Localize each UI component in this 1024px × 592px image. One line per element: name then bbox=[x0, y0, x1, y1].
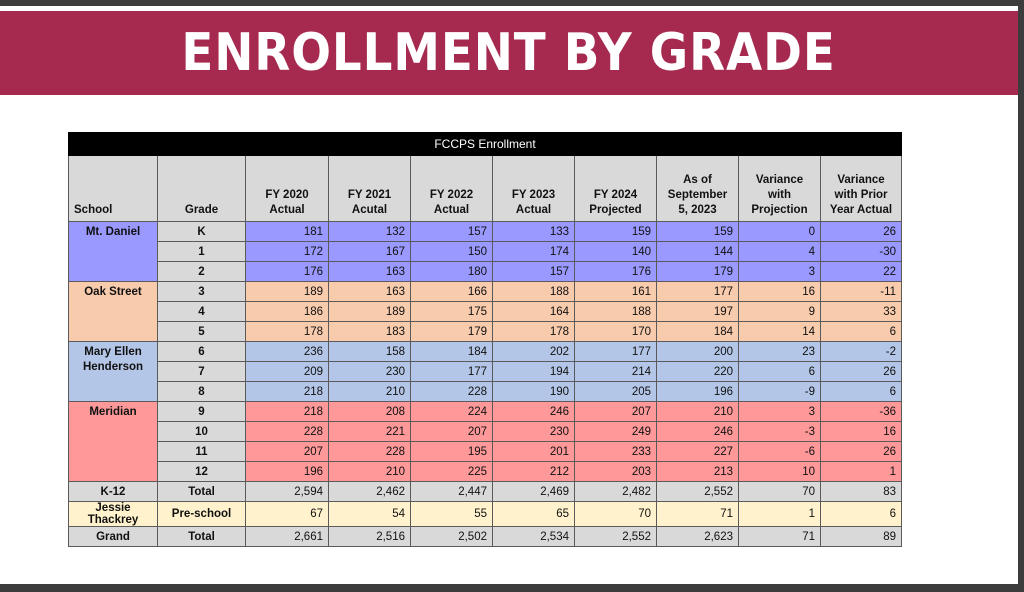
value-cell: -36 bbox=[821, 402, 902, 422]
header-as-of-sept: As of September 5, 2023 bbox=[657, 156, 739, 222]
value-cell: -9 bbox=[739, 382, 821, 402]
value-cell: 194 bbox=[493, 362, 575, 382]
value-cell: 225 bbox=[411, 462, 493, 482]
value-cell: 26 bbox=[821, 442, 902, 462]
value-cell: 228 bbox=[411, 382, 493, 402]
total-value-cell: 55 bbox=[411, 502, 493, 527]
header-fy2022: FY 2022 Actual bbox=[411, 156, 493, 222]
value-cell: 205 bbox=[575, 382, 657, 402]
value-cell: 164 bbox=[493, 302, 575, 322]
total-value-cell: 2,594 bbox=[246, 482, 329, 502]
total-label-cell: Jessie Thackrey bbox=[69, 502, 158, 527]
header-fy2024: FY 2024 Projected bbox=[575, 156, 657, 222]
value-cell: 228 bbox=[246, 422, 329, 442]
value-cell: 23 bbox=[739, 342, 821, 362]
value-cell: 176 bbox=[246, 262, 329, 282]
grade-cell: 3 bbox=[158, 282, 246, 302]
header-variance-prior-year: Variance with Prior Year Actual bbox=[821, 156, 902, 222]
value-cell: -11 bbox=[821, 282, 902, 302]
value-cell: 249 bbox=[575, 422, 657, 442]
value-cell: 0 bbox=[739, 222, 821, 242]
grade-cell: 11 bbox=[158, 442, 246, 462]
table-row bbox=[69, 262, 902, 282]
value-cell: 163 bbox=[329, 282, 411, 302]
value-cell: 157 bbox=[493, 262, 575, 282]
total-value-cell: 83 bbox=[821, 482, 902, 502]
header-fy2023: FY 2023 Actual bbox=[493, 156, 575, 222]
value-cell: 200 bbox=[657, 342, 739, 362]
total-grade-cell: Pre-school bbox=[158, 502, 246, 527]
total-value-cell: 2,623 bbox=[657, 527, 739, 547]
table-row bbox=[69, 422, 902, 442]
total-value-cell: 2,534 bbox=[493, 527, 575, 547]
total-label-cell: Grand bbox=[69, 527, 158, 547]
total-value-cell: 89 bbox=[821, 527, 902, 547]
value-cell: 6 bbox=[739, 362, 821, 382]
total-grade-cell: Total bbox=[158, 482, 246, 502]
total-value-cell: 54 bbox=[329, 502, 411, 527]
slide-title: ENROLLMENT BY GRADE bbox=[181, 23, 837, 83]
value-cell: 177 bbox=[657, 282, 739, 302]
total-value-cell: 2,482 bbox=[575, 482, 657, 502]
value-cell: 218 bbox=[246, 382, 329, 402]
grade-cell: 8 bbox=[158, 382, 246, 402]
value-cell: 220 bbox=[657, 362, 739, 382]
value-cell: 197 bbox=[657, 302, 739, 322]
total-value-cell: 2,462 bbox=[329, 482, 411, 502]
value-cell: 196 bbox=[246, 462, 329, 482]
value-cell: 233 bbox=[575, 442, 657, 462]
header-fy2021: FY 2021 Acutal bbox=[329, 156, 411, 222]
value-cell: 188 bbox=[575, 302, 657, 322]
grade-cell: 2 bbox=[158, 262, 246, 282]
enrollment-table bbox=[68, 132, 902, 547]
table-row bbox=[69, 442, 902, 462]
value-cell: 174 bbox=[493, 242, 575, 262]
value-cell: 180 bbox=[411, 262, 493, 282]
value-cell: 22 bbox=[821, 262, 902, 282]
slide bbox=[0, 6, 1018, 584]
grade-cell: 6 bbox=[158, 342, 246, 362]
value-cell: 167 bbox=[329, 242, 411, 262]
value-cell: 236 bbox=[246, 342, 329, 362]
total-label-cell: K-12 bbox=[69, 482, 158, 502]
table-row bbox=[69, 362, 902, 382]
value-cell: 208 bbox=[329, 402, 411, 422]
table-row bbox=[69, 322, 902, 342]
header-fy2020: FY 2020 Actual bbox=[246, 156, 329, 222]
total-value-cell: 2,516 bbox=[329, 527, 411, 547]
grade-cell: 10 bbox=[158, 422, 246, 442]
header-variance-projection: Variance with Projection bbox=[739, 156, 821, 222]
value-cell: 144 bbox=[657, 242, 739, 262]
total-value-cell: 67 bbox=[246, 502, 329, 527]
value-cell: 172 bbox=[246, 242, 329, 262]
total-value-cell: 71 bbox=[739, 527, 821, 547]
value-cell: 16 bbox=[821, 422, 902, 442]
value-cell: 246 bbox=[493, 402, 575, 422]
value-cell: 33 bbox=[821, 302, 902, 322]
table-row bbox=[69, 402, 902, 422]
value-cell: 177 bbox=[575, 342, 657, 362]
total-value-cell: 2,552 bbox=[575, 527, 657, 547]
value-cell: 26 bbox=[821, 222, 902, 242]
table-caption: FCCPS Enrollment bbox=[69, 133, 902, 156]
grade-cell: 7 bbox=[158, 362, 246, 382]
value-cell: 9 bbox=[739, 302, 821, 322]
value-cell: 212 bbox=[493, 462, 575, 482]
value-cell: 230 bbox=[493, 422, 575, 442]
value-cell: 163 bbox=[329, 262, 411, 282]
value-cell: 224 bbox=[411, 402, 493, 422]
value-cell: 132 bbox=[329, 222, 411, 242]
table-row bbox=[69, 302, 902, 322]
value-cell: 227 bbox=[657, 442, 739, 462]
value-cell: 14 bbox=[739, 322, 821, 342]
value-cell: 1 bbox=[821, 462, 902, 482]
header-row bbox=[69, 156, 902, 222]
total-grade-cell: Total bbox=[158, 527, 246, 547]
table-row bbox=[69, 382, 902, 402]
value-cell: 196 bbox=[657, 382, 739, 402]
table-row bbox=[69, 342, 902, 362]
value-cell: 184 bbox=[657, 322, 739, 342]
value-cell: 175 bbox=[411, 302, 493, 322]
value-cell: 170 bbox=[575, 322, 657, 342]
value-cell: 181 bbox=[246, 222, 329, 242]
value-cell: 178 bbox=[246, 322, 329, 342]
value-cell: 183 bbox=[329, 322, 411, 342]
total-value-cell: 6 bbox=[821, 502, 902, 527]
value-cell: 3 bbox=[739, 262, 821, 282]
grade-cell: K bbox=[158, 222, 246, 242]
value-cell: 210 bbox=[329, 382, 411, 402]
value-cell: 179 bbox=[411, 322, 493, 342]
value-cell: 210 bbox=[329, 462, 411, 482]
header-school: School bbox=[69, 156, 158, 222]
value-cell: 166 bbox=[411, 282, 493, 302]
value-cell: 4 bbox=[739, 242, 821, 262]
value-cell: -3 bbox=[739, 422, 821, 442]
grade-cell: 5 bbox=[158, 322, 246, 342]
value-cell: 157 bbox=[411, 222, 493, 242]
value-cell: 159 bbox=[657, 222, 739, 242]
value-cell: 221 bbox=[329, 422, 411, 442]
total-value-cell: 71 bbox=[657, 502, 739, 527]
total-value-cell: 2,502 bbox=[411, 527, 493, 547]
value-cell: 190 bbox=[493, 382, 575, 402]
table-row bbox=[69, 242, 902, 262]
table-row bbox=[69, 282, 902, 302]
value-cell: 140 bbox=[575, 242, 657, 262]
value-cell: 177 bbox=[411, 362, 493, 382]
grade-cell: 9 bbox=[158, 402, 246, 422]
enrollment-table-container bbox=[68, 132, 901, 547]
value-cell: 3 bbox=[739, 402, 821, 422]
school-name-cell: Oak Street bbox=[69, 282, 158, 342]
value-cell: 188 bbox=[493, 282, 575, 302]
title-banner bbox=[0, 11, 1018, 95]
school-name-cell: Meridian bbox=[69, 402, 158, 482]
value-cell: 228 bbox=[329, 442, 411, 462]
value-cell: 6 bbox=[821, 382, 902, 402]
value-cell: 158 bbox=[329, 342, 411, 362]
table-row bbox=[69, 222, 902, 242]
value-cell: 207 bbox=[411, 422, 493, 442]
value-cell: 210 bbox=[657, 402, 739, 422]
value-cell: 218 bbox=[246, 402, 329, 422]
school-name-cell: Mt. Daniel bbox=[69, 222, 158, 282]
value-cell: 186 bbox=[246, 302, 329, 322]
total-value-cell: 70 bbox=[575, 502, 657, 527]
value-cell: 246 bbox=[657, 422, 739, 442]
total-value-cell: 2,447 bbox=[411, 482, 493, 502]
value-cell: 176 bbox=[575, 262, 657, 282]
value-cell: -2 bbox=[821, 342, 902, 362]
value-cell: 202 bbox=[493, 342, 575, 362]
value-cell: 161 bbox=[575, 282, 657, 302]
preschool-row bbox=[69, 502, 902, 527]
value-cell: -30 bbox=[821, 242, 902, 262]
grand-total-row bbox=[69, 527, 902, 547]
value-cell: 16 bbox=[739, 282, 821, 302]
value-cell: 195 bbox=[411, 442, 493, 462]
header-grade: Grade bbox=[158, 156, 246, 222]
value-cell: -6 bbox=[739, 442, 821, 462]
k12-total-row bbox=[69, 482, 902, 502]
total-value-cell: 2,469 bbox=[493, 482, 575, 502]
grade-cell: 12 bbox=[158, 462, 246, 482]
total-value-cell: 2,661 bbox=[246, 527, 329, 547]
value-cell: 10 bbox=[739, 462, 821, 482]
table-body bbox=[69, 222, 902, 547]
total-value-cell: 65 bbox=[493, 502, 575, 527]
value-cell: 209 bbox=[246, 362, 329, 382]
total-value-cell: 2,552 bbox=[657, 482, 739, 502]
value-cell: 189 bbox=[329, 302, 411, 322]
value-cell: 178 bbox=[493, 322, 575, 342]
value-cell: 207 bbox=[246, 442, 329, 462]
grade-cell: 4 bbox=[158, 302, 246, 322]
value-cell: 189 bbox=[246, 282, 329, 302]
value-cell: 6 bbox=[821, 322, 902, 342]
grade-cell: 1 bbox=[158, 242, 246, 262]
value-cell: 214 bbox=[575, 362, 657, 382]
total-value-cell: 70 bbox=[739, 482, 821, 502]
value-cell: 213 bbox=[657, 462, 739, 482]
value-cell: 133 bbox=[493, 222, 575, 242]
value-cell: 207 bbox=[575, 402, 657, 422]
school-name-cell: Mary Ellen Henderson bbox=[69, 342, 158, 402]
value-cell: 230 bbox=[329, 362, 411, 382]
value-cell: 201 bbox=[493, 442, 575, 462]
value-cell: 179 bbox=[657, 262, 739, 282]
value-cell: 184 bbox=[411, 342, 493, 362]
table-row bbox=[69, 462, 902, 482]
value-cell: 26 bbox=[821, 362, 902, 382]
value-cell: 159 bbox=[575, 222, 657, 242]
value-cell: 150 bbox=[411, 242, 493, 262]
total-value-cell: 1 bbox=[739, 502, 821, 527]
value-cell: 203 bbox=[575, 462, 657, 482]
